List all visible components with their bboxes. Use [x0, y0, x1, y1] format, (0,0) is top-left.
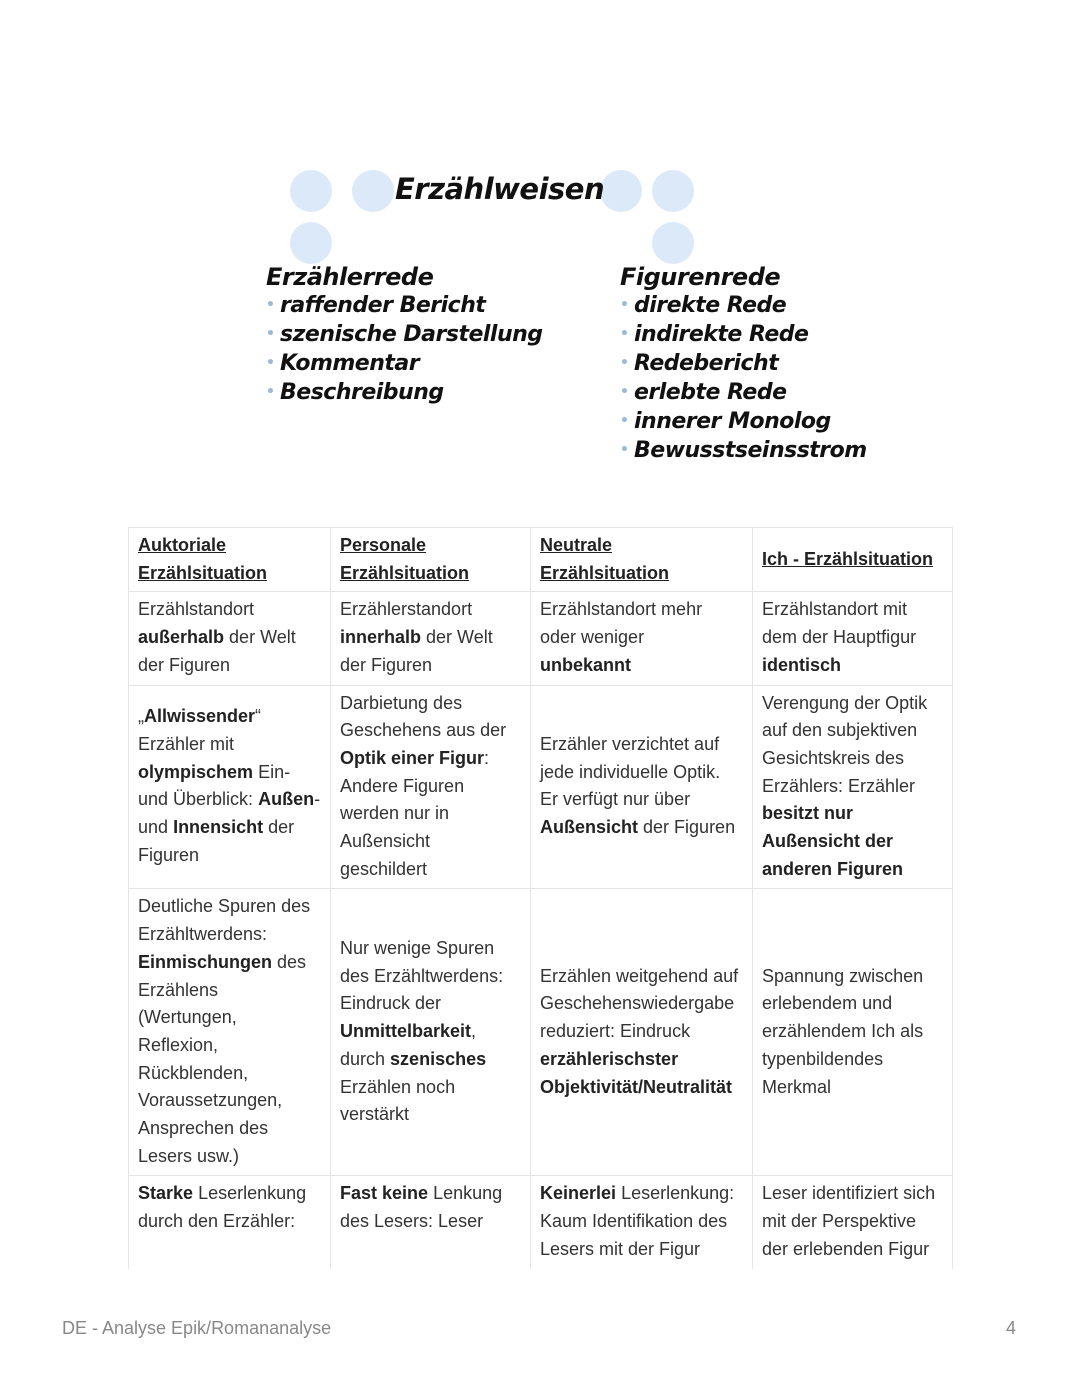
decor-circle	[352, 170, 394, 212]
table-cell: „Allwissender“ Erzähler mit olympischem Ein- und Überblick: Außen- und Innensicht der Figuren	[129, 685, 331, 889]
table-header-row	[129, 528, 953, 592]
erzaehlerrede-list	[266, 263, 543, 407]
table-cell: Erzählstandort außerhalb der Welt der Figuren	[129, 592, 331, 685]
list-item: • Redebericht	[620, 351, 779, 376]
table-header-cell: Neutrale Erzählsituation	[531, 528, 753, 592]
table-cell: Deutliche Spuren des Erzähltwerdens: Einmischungen des Erzählens (Wertungen, Reflexion, Rückblenden, Voraussetzungen, Ansprechen des Lesers usw.)	[129, 889, 331, 1176]
table-row	[129, 889, 953, 1176]
footer-title: DE - Analyse Epik/Romananalyse	[62, 1318, 332, 1338]
table-cell: Leser identifiziert sich mit der Perspektive der erlebenden Figur	[753, 1176, 953, 1269]
table-cell: Nur wenige Spuren des Erzähltwerdens: Eindruck der Unmittelbarkeit, durch szenisches Erzählen noch verstärkt	[331, 889, 531, 1176]
decor-circle	[652, 222, 694, 264]
table-cell: Erzähler verzichtet auf jede individuelle Optik. Er verfügt nur über Außensicht der Figuren	[531, 685, 753, 889]
table-row	[129, 1176, 953, 1269]
erzaehlsituation-table	[128, 527, 953, 1269]
list-item: • szenische Darstellung	[266, 322, 543, 347]
list-item: • raffender Bericht	[266, 293, 486, 318]
table-cell: Spannung zwischen erlebendem und erzählendem Ich als typenbildendes Merkmal	[753, 889, 953, 1176]
table-cell: Darbietung des Geschehens aus der Optik einer Figur: Andere Figuren werden nur in Außensicht geschildert	[331, 685, 531, 889]
table-cell: Erzählerstandort innerhalb der Welt der Figuren	[331, 592, 531, 685]
table-row	[129, 685, 953, 889]
table-header-cell: Auktoriale Erzählsituation	[129, 528, 331, 592]
list-item: • erlebte Rede	[620, 380, 787, 405]
table-cell: Erzählstandort mit dem der Hauptfigur identisch	[753, 592, 953, 685]
table-cell: Fast keine Lenkung des Lesers: Leser	[331, 1176, 531, 1269]
table-cell: Keinerlei Leserlenkung: Kaum Identifikation des Lesers mit der Figur	[531, 1176, 753, 1269]
table-header-cell: Ich - Erzählsituation	[753, 528, 953, 592]
list-item: • direkte Rede	[620, 293, 787, 318]
list-item: • Bewusstseinsstrom	[620, 438, 867, 463]
list-item: • Beschreibung	[266, 380, 444, 405]
page-title: Erzählweisen	[395, 172, 605, 206]
table-row	[129, 592, 953, 685]
table-cell: Erzählstandort mehr oder weniger unbekannt	[531, 592, 753, 685]
table-cell: Verengung der Optik auf den subjektiven Gesichtskreis des Erzählers: Erzähler besitzt nur Außensicht der anderen Figuren	[753, 685, 953, 889]
decor-circle	[290, 170, 332, 212]
decor-circle	[290, 222, 332, 264]
decor-circle	[652, 170, 694, 212]
page-number: 4	[1005, 1318, 1016, 1338]
table-cell: Erzählen weitgehend auf Geschehenswiedergabe reduziert: Eindruck erzählerischster Objektivität/Neutralität	[531, 889, 753, 1176]
list-item: • indirekte Rede	[620, 322, 809, 347]
figurenrede-list	[620, 263, 867, 465]
table-cell: Starke Leserlenkung durch den Erzähler:	[129, 1176, 331, 1269]
table-header-cell: Personale Erzählsituation	[331, 528, 531, 592]
figurenrede-title: Figurenrede	[620, 263, 781, 291]
list-item: • Kommentar	[266, 351, 420, 376]
list-item: • innerer Monolog	[620, 409, 831, 434]
decor-circle	[600, 170, 642, 212]
erzaehlerrede-title: Erzählerrede	[266, 263, 434, 291]
